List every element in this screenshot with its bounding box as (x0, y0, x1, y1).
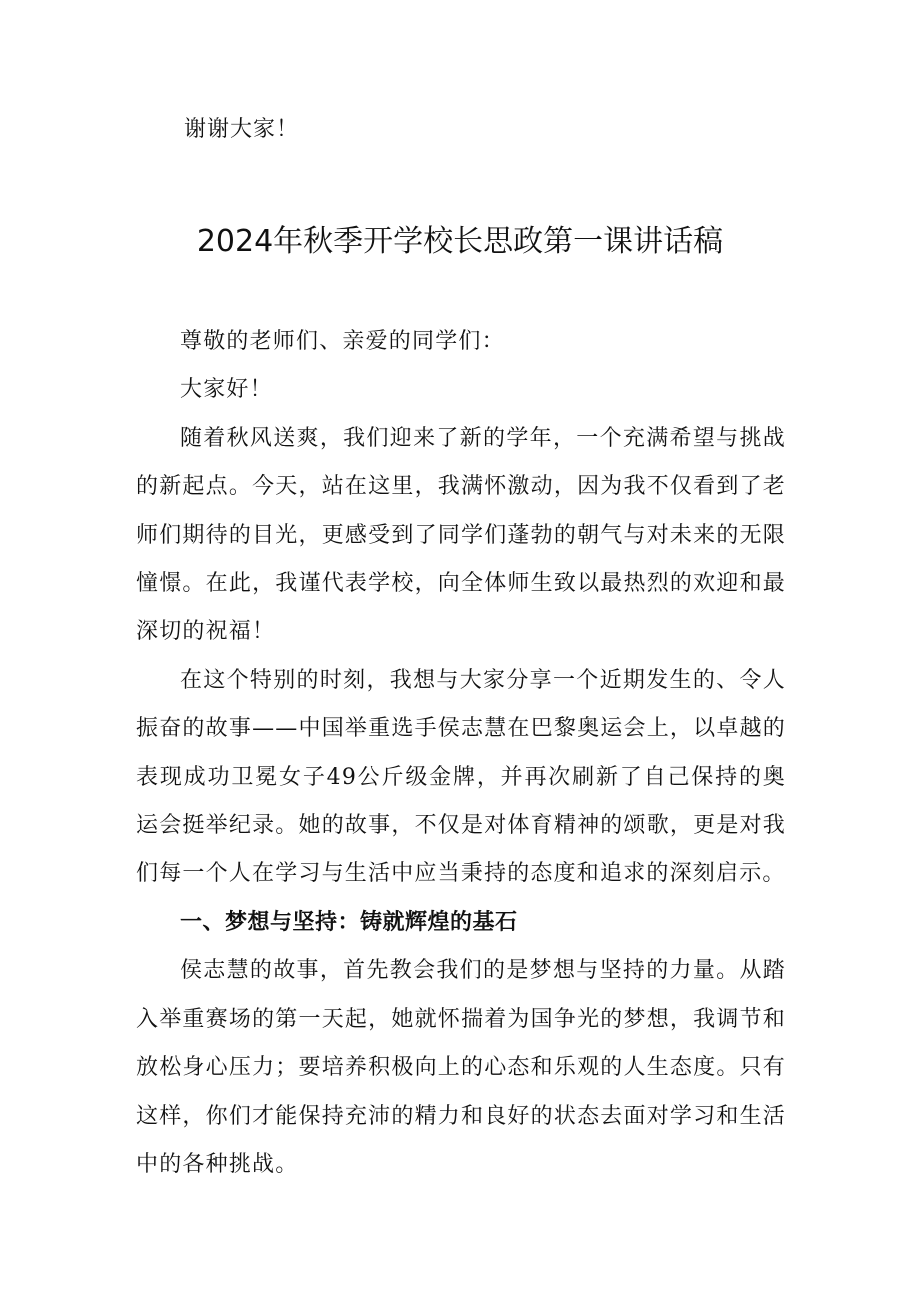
closing-line: 谢谢大家！ (184, 117, 300, 142)
paragraph-opening: 随着秋风送爽，我们迎来了新的学年，一个充满希望与挑战的新起点。今天，站在这里，我满怀激动，因为我不仅看到了老师们期待的目光，更感受到了同学们蓬勃的朝气与对未来的无限憧憬。在此，我谨代表学校，向全体师生致以最热烈的欢迎和最深切的祝福！ (136, 425, 786, 645)
salutation: 尊敬的老师们、亲爱的同学们： (180, 329, 505, 354)
paragraph-story: 在这个特别的时刻，我想与大家分享一个近期发生的、令人振奋的故事——中国举重选手侯志慧在巴黎奥运会上，以卓越的表现成功卫冕女子49公斤级金牌，并再次刷新了自己保持的奥运会挺举纪录。她的故事，不仅是对体育精神的颂歌，更是对我们每一个人在学习与生活中应当秉持的态度和追求的深刻启示。 (136, 667, 786, 887)
greeting: 大家好！ (180, 377, 273, 403)
section-heading: 一、梦想与坚持：铸就辉煌的基石 (180, 909, 518, 935)
document-title: 2024年秋季开学校长思政第一课讲话稿 (196, 224, 724, 259)
speech-body (136, 318, 786, 1189)
paragraph-section-one: 侯志慧的故事，首先教会我们的是梦想与坚持的力量。从踏入举重赛场的第一天起，她就怀揣着为国争光的梦想，我调节和放松身心压力；要培养积极向上的心态和乐观的人生态度。只有这样，你们才能保持充沛的精力和良好的状态去面对学习和生活中的各种挑战。 (136, 958, 786, 1177)
